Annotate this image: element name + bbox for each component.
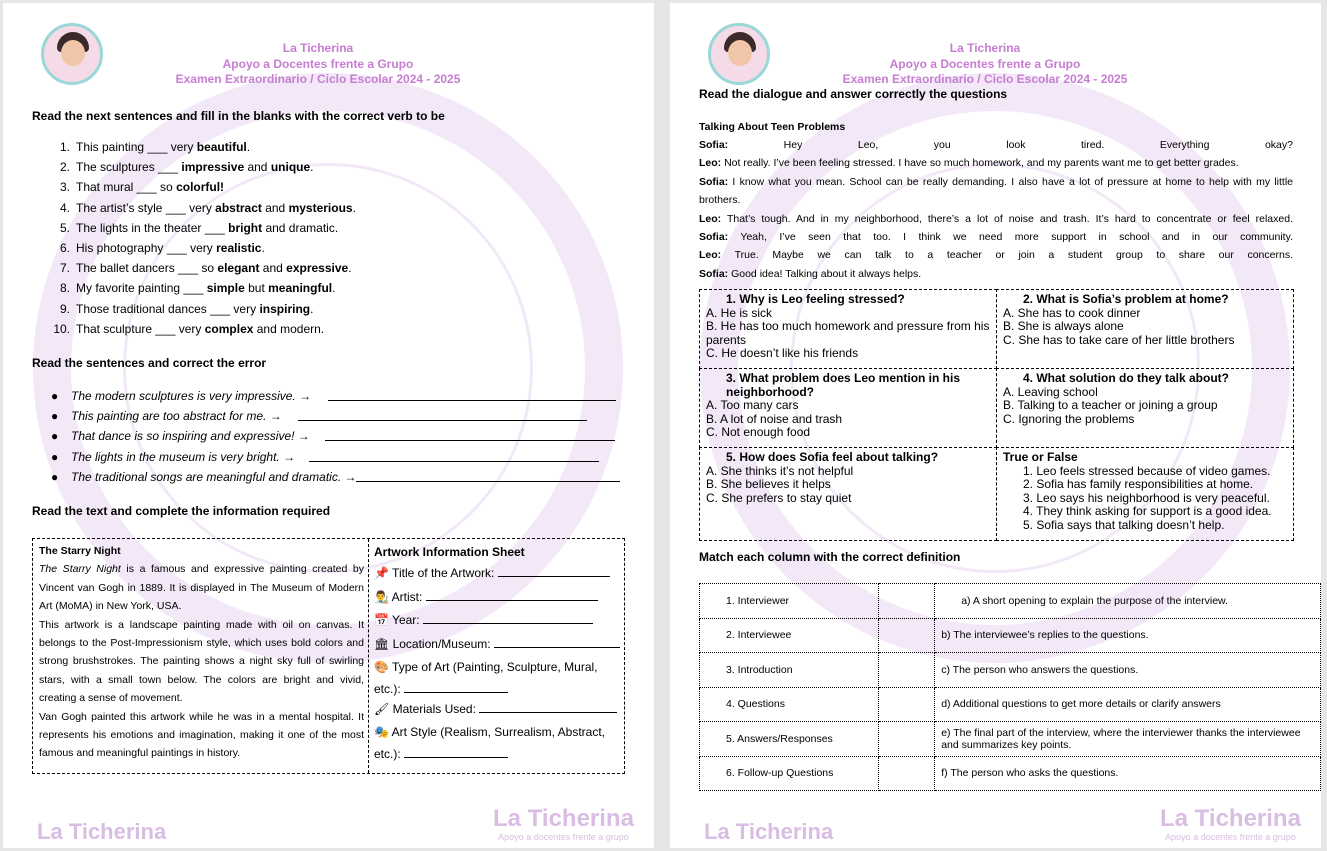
footer-brand-left: La Ticherina <box>37 819 167 844</box>
answer-option[interactable]: B. She believes it helps <box>706 477 831 491</box>
item-number: 3. <box>59 180 70 195</box>
artwork-info-sheet: Artwork Information Sheet 📌 Title of the Artwork: 👨‍🎨 Artist: 📅 Year: 🏛 Location/Museum: 🎨 Type of Art (Painting, Sculpture, Mural, etc.): 🖌 Materials Used: 🎭 Art Style (Realism, Surrealism, Abstract, etc.): <box>374 542 620 763</box>
list-item <box>51 278 356 298</box>
list-item <box>51 157 356 177</box>
title-blank[interactable] <box>498 564 610 577</box>
item-text: That mural ___ so colorful! <box>76 180 225 195</box>
item-text: Those traditional dances ___ very inspiring. <box>76 301 314 316</box>
dialogue-line: Sofia: I know what you mean. School can be really demanding. I also have a lot of pressure at home to help with my little <box>699 175 1293 188</box>
footer-brand-right: La Ticherina Apoyo a docentes frente a grupo <box>493 805 634 842</box>
dialogue-line: Leo: Not really. I’ve been feeling stressed. I have so much homework, and my parents want me to get better grades. <box>699 157 1239 170</box>
field-type: 🎨 Type of Art (Painting, Sculpture, Mural, <box>374 660 598 674</box>
table-row <box>700 687 1321 722</box>
answer-line[interactable] <box>298 420 587 421</box>
item-text: His photography ___ very realistic. <box>76 240 265 255</box>
item-number: 2. <box>59 160 70 175</box>
dialogue-line: Sofia: Yeah, I’ve seen that too. I think we need more support in school and in our community. <box>699 230 1293 243</box>
header-line-2: Apoyo a Docentes frente a Grupo <box>889 56 1081 71</box>
list-item: ● That dance is so inspiring and expressive! → <box>51 426 641 446</box>
logo-avatar <box>41 23 103 85</box>
term-cell: 6. Follow-up Questions <box>700 756 879 791</box>
answer-option[interactable]: C. Not enough food <box>706 425 811 439</box>
answer-option[interactable]: A. She thinks it’s not helpful <box>706 463 854 478</box>
error-list <box>51 386 641 487</box>
statement: 3. Leo says his neighborhood is very peaceful. <box>1023 490 1270 505</box>
item-text: This painting ___ very beautiful. <box>76 140 251 154</box>
field-location: 🏛 Location/Museum: <box>374 633 620 657</box>
answer-option[interactable]: C. Ignoring the problems <box>1003 411 1135 426</box>
section-title-match: Match each column with the correct definition <box>699 550 961 564</box>
answer-option[interactable]: B. She is always alone <box>1003 319 1124 333</box>
list-item: ● This painting are too abstract for me. → <box>51 406 641 426</box>
item-text: The ballet dancers ___ so elegant and expressive. <box>76 261 352 276</box>
answer-option[interactable]: A. He is sick <box>706 305 773 320</box>
question-title: 4. What solution do they talk about? <box>1023 371 1229 385</box>
header-line-3: Examen Extraordinario / Ciclo Escolar 2024 - 2025 <box>842 72 1128 86</box>
materials-blank[interactable] <box>479 700 617 713</box>
item-text: The sculptures ___ impressive and unique. <box>76 160 314 175</box>
item-number: 9. <box>59 301 70 316</box>
item-text: My favorite painting ___ simple but meaningful. <box>76 281 336 296</box>
list-item: ● The traditional songs are meaningful and dramatic. → <box>51 467 641 487</box>
question-title: 2. What is Sofia’s problem at home? <box>1023 292 1229 306</box>
answer-cell[interactable] <box>879 653 935 688</box>
dialogue-line: Sofia: Hey Leo, you look tired. Everything okay? <box>699 139 1293 151</box>
question-box <box>699 447 997 541</box>
answer-option[interactable]: A. Too many cars <box>706 398 799 412</box>
list-item <box>51 218 356 238</box>
answer-option[interactable]: C. She has to take care of her little brothers <box>1003 332 1235 347</box>
table-row <box>700 756 1321 791</box>
answer-option[interactable]: C. He doesn’t like his friends <box>706 346 859 360</box>
answer-line[interactable] <box>309 461 599 462</box>
footer-brand-left: La Ticherina <box>704 819 834 844</box>
answer-cell[interactable] <box>879 722 935 757</box>
answer-option[interactable]: A. Leaving school <box>1003 384 1098 399</box>
question-box <box>699 289 997 369</box>
item-number: 8. <box>59 281 70 296</box>
list-item <box>51 177 356 197</box>
term-cell: 5. Answers/Responses <box>700 722 879 757</box>
list-item <box>51 299 356 319</box>
true-false-title: True or False <box>1003 450 1078 464</box>
list-item <box>51 319 356 339</box>
definition-cell: b) The interviewee’s replies to the questions. <box>935 618 1321 653</box>
dialogue-title: Talking About Teen Problems <box>699 121 846 133</box>
year-blank[interactable] <box>423 611 593 624</box>
location-blank[interactable] <box>494 635 620 648</box>
header-line-1: La Ticherina <box>282 41 354 55</box>
statement: 2. Sofia has family responsibilities at home. <box>1023 477 1254 491</box>
question-title: 5. How does Sofia feel about talking? <box>726 450 939 464</box>
question-title: 3. What problem does Leo mention in his neighborhood? <box>726 371 961 399</box>
table-row <box>700 653 1321 688</box>
header-line-2: Apoyo a Docentes frente a Grupo <box>222 56 414 71</box>
question-title: 1. Why is Leo feeling stressed? <box>726 292 905 306</box>
section-title-fill-blanks: Read the next sentences and fill in the blanks with the correct verb to be <box>32 109 445 123</box>
reading-table <box>32 538 625 774</box>
item-text: That sculpture ___ very complex and modern. <box>76 321 325 336</box>
statement: 4. They think asking for support is a good idea. <box>1023 504 1272 518</box>
header-line-3: Examen Extraordinario / Ciclo Escolar 2024 - 2025 <box>175 72 461 86</box>
dialogue-line: brothers. <box>699 194 741 207</box>
field-materials: 🖌 Materials Used: <box>374 698 620 722</box>
item-text: The lights in the theater ___ bright and dramatic. <box>76 220 339 235</box>
term-cell: 3. Introduction <box>700 653 879 688</box>
style-blank[interactable] <box>404 745 508 758</box>
starry-night-title: The Starry Night <box>39 545 121 557</box>
true-false-box <box>996 447 1294 541</box>
section-title-dialogue: Read the dialogue and answer correctly the questions <box>699 87 1008 101</box>
definition-cell: d) Additional questions to get more details or clarify answers <box>935 687 1321 722</box>
logo-avatar <box>708 23 770 85</box>
section-title-correct-error: Read the sentences and correct the error <box>32 356 267 370</box>
question-box <box>996 368 1294 448</box>
footer-brand-right: La Ticherina Apoyo a docentes frente a grupo <box>1160 805 1301 842</box>
answer-option[interactable]: B. A lot of noise and trash <box>706 411 843 426</box>
item-text: The artist’s style ___ very abstract and mysterious. <box>76 200 356 215</box>
worksheet-page-2 <box>670 3 1321 848</box>
term-cell: 2. Interviewee <box>700 618 879 653</box>
starry-night-body: The Starry Night is a famous and expressive painting created by Vincent van Gogh in 1889. It is displayed in The Museum of Modern Art (MoMA) in New York, USA. This artwork is a landscape painting made with oil on canvas. It belongs to the Post-Impressionism style, which uses bold colors and strong brushstrokes. The painting shows a night sky full of swirling stars, with a small town below. The colors are bright and vivid, creating a sense of movement. Van Gogh painted this artwork while he was in a mental hospital. It represents his emotions and imagination, making it one of the most famous and meaningful paintings in history. <box>39 563 364 760</box>
statement: 5. Sofia says that talking doesn’t help. <box>1023 517 1225 532</box>
answer-option[interactable]: B. He has too much homework and pressure from his parents <box>706 319 990 347</box>
definition-cell: e) The final part of the interview, where the interviewer thanks the interviewee and summarizes key points. <box>935 722 1321 757</box>
field-style: 🎭 Art Style (Realism, Surrealism, Abstract, <box>374 725 605 739</box>
section-title-complete-info: Read the text and complete the information required <box>32 504 331 518</box>
starry-night-text <box>39 542 364 763</box>
statement: 1. Leo feels stressed because of video games. <box>1023 463 1271 478</box>
answer-cell[interactable] <box>879 756 935 791</box>
dialogue-line: Sofia: Good idea! Talking about it always helps. <box>699 267 922 280</box>
term-cell: 4. Questions <box>700 687 879 722</box>
definition-cell: a) A short opening to explain the purpose of the interview. <box>935 584 1321 619</box>
type-blank[interactable] <box>404 680 508 693</box>
list-item <box>51 258 356 278</box>
definition-cell: f) The person who asks the questions. <box>935 756 1321 791</box>
item-number: 4. <box>59 200 70 215</box>
field-title: 📌 Title of the Artwork: <box>374 562 620 586</box>
field-year: 📅 Year: <box>374 609 620 633</box>
question-box <box>996 289 1294 369</box>
answer-line[interactable] <box>325 440 615 441</box>
header-line-1: La Ticherina <box>949 41 1021 55</box>
list-item <box>51 198 356 218</box>
table-row <box>700 618 1321 653</box>
page-header <box>153 41 483 88</box>
item-number: 7. <box>59 261 70 276</box>
answer-cell[interactable] <box>879 618 935 653</box>
answer-option[interactable]: A. She has to cook dinner <box>1003 305 1141 320</box>
sheet-title: Artwork Information Sheet <box>374 545 525 559</box>
table-row <box>700 584 1321 619</box>
table-row <box>700 722 1321 757</box>
page-header <box>820 41 1150 88</box>
worksheet-page-1 <box>3 3 654 848</box>
list-item: ● The modern sculptures is very impressive. → <box>51 386 641 406</box>
match-table <box>699 583 1321 791</box>
answer-line[interactable] <box>356 481 620 482</box>
item-number: 10. <box>53 321 70 336</box>
item-number: 6. <box>59 240 70 255</box>
item-number: 5. <box>59 220 70 235</box>
list-item: ● The lights in the museum is very bright. → <box>51 447 641 467</box>
dialogue-line: Leo: True. Maybe we can talk to a teacher or join a student group to share our concerns. <box>699 249 1293 262</box>
answer-cell[interactable] <box>879 584 935 619</box>
answer-option[interactable]: B. Talking to a teacher or joining a group <box>1003 398 1218 412</box>
question-box <box>699 368 997 448</box>
field-artist: 👨‍🎨 Artist: <box>374 586 620 610</box>
definition-cell: c) The person who answers the questions. <box>935 653 1321 688</box>
artist-blank[interactable] <box>426 588 598 601</box>
dialogue <box>699 136 1293 283</box>
term-cell: 1. Interviewer <box>700 584 879 619</box>
fill-blanks-list <box>51 137 356 339</box>
answer-line[interactable] <box>328 400 616 401</box>
list-item <box>51 137 356 157</box>
answer-cell[interactable] <box>879 687 935 722</box>
answer-option[interactable]: C. She prefers to stay quiet <box>706 490 852 505</box>
list-item <box>51 238 356 258</box>
item-number: 1. <box>59 140 70 154</box>
dialogue-line: Leo: That’s tough. And in my neighborhood, there’s a lot of noise and trash. It’s hard to concentrate or feel relaxed. <box>699 212 1293 225</box>
